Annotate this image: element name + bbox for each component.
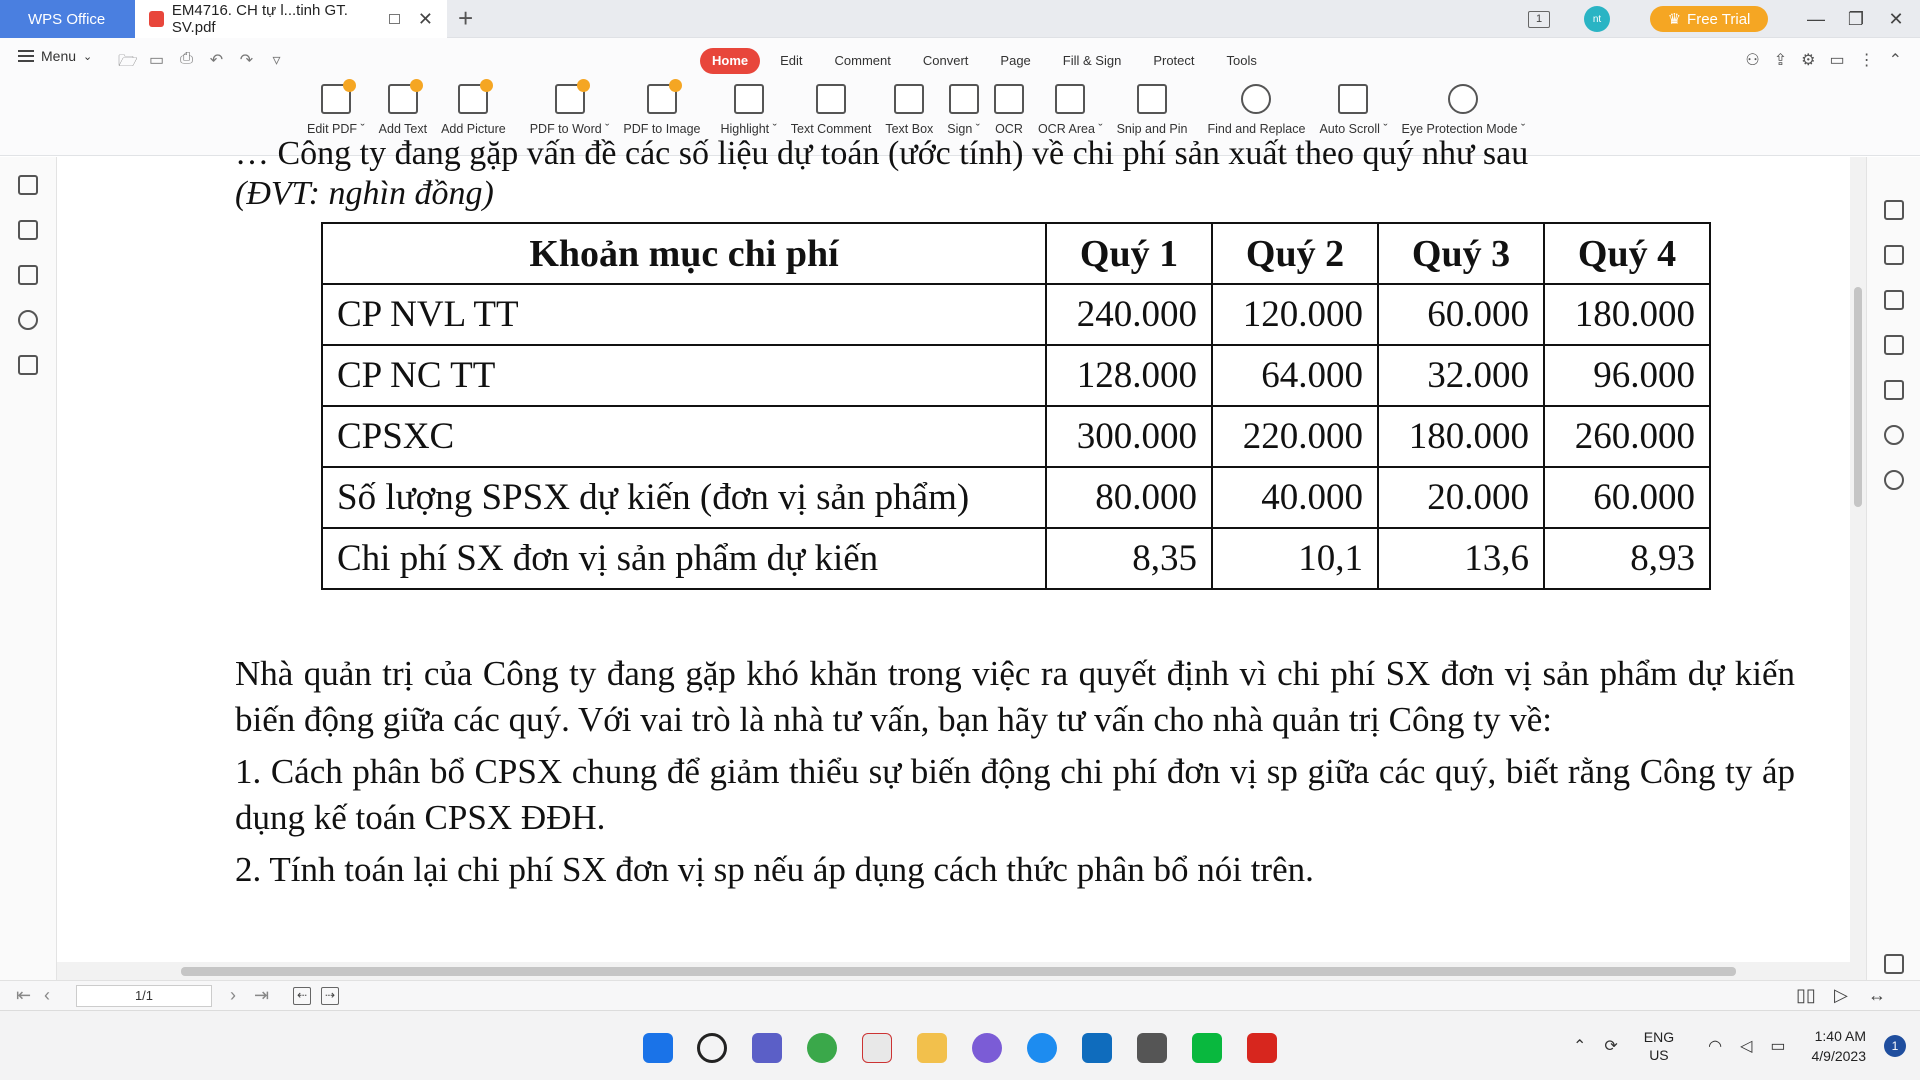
add-picture-icon: [458, 84, 488, 114]
wifi-icon[interactable]: ◠: [1708, 1038, 1723, 1055]
wps-office-tab-label: WPS Office: [28, 10, 106, 28]
tab-protect[interactable]: Protect: [1153, 53, 1195, 68]
highlight-button[interactable]: [720, 84, 776, 136]
pdf-to-word-button[interactable]: [530, 84, 610, 136]
menu-button[interactable]: [18, 48, 92, 64]
tab-tools[interactable]: Tools: [1226, 53, 1257, 68]
pdf-file-icon: [149, 11, 164, 27]
page-number-input[interactable]: 1/1: [76, 985, 212, 1007]
cell-value: 64.000: [1212, 345, 1378, 406]
notification-badge[interactable]: 1: [1884, 1035, 1906, 1057]
cell-value: 300.000: [1046, 406, 1212, 467]
text-comment-button[interactable]: [791, 84, 872, 136]
ocr-area-icon: [1055, 84, 1085, 114]
table-row: [322, 406, 1710, 467]
chat-icon[interactable]: ▭: [1829, 52, 1845, 69]
prev-page-icon[interactable]: ‹: [44, 985, 50, 1005]
horizontal-scrollbar[interactable]: [57, 962, 1850, 980]
cell-value: 220.000: [1212, 406, 1378, 467]
free-trial-button[interactable]: [1650, 6, 1768, 32]
open-folder-icon[interactable]: 🗁: [118, 53, 138, 70]
cell-value: 120.000: [1212, 284, 1378, 345]
undo-icon[interactable]: ↶: [209, 52, 224, 69]
text-box-icon: [894, 84, 924, 114]
clock-date: 4/9/2023: [1811, 1048, 1866, 1064]
menu-label: Menu: [41, 48, 77, 64]
intro-paragraph: Nhà quản trị của Công ty đang gặp khó khăn trong việc ra quyết định vì chi phí SX đơn vị sản phẩm dự kiến biến động giữa các quý. Với vai trò là nhà tư vấn, bạn hãy tư vấn cho nhà quản trị Công ty về:: [235, 654, 1795, 739]
keyboard-layout: US: [1649, 1047, 1669, 1063]
clock[interactable]: [1812, 1026, 1867, 1066]
snip-and-pin-label: Snip and Pin: [1116, 122, 1188, 136]
cell-value: 20.000: [1378, 467, 1544, 528]
user-avatar[interactable]: nt: [1584, 6, 1610, 32]
hamburger-icon: [18, 50, 34, 62]
settings-icon[interactable]: ⚙: [1801, 52, 1816, 69]
text-comment-label: Text Comment: [790, 122, 872, 136]
cell-value: 96.000: [1544, 345, 1710, 406]
minimize-icon[interactable]: —: [1807, 8, 1825, 29]
cell-value: 8,93: [1544, 528, 1710, 589]
forward-view-icon[interactable]: ⇢: [321, 987, 339, 1005]
cell-value: 260.000: [1544, 406, 1710, 467]
pdf-page: [57, 135, 1850, 962]
close-tab-icon[interactable]: ✕: [417, 8, 433, 29]
question-text: [235, 651, 1795, 899]
highlight-icon: [734, 84, 764, 114]
quick-access-toolbar: [118, 50, 285, 77]
edit-note-icon[interactable]: [1884, 200, 1904, 220]
wechat-icon[interactable]: [1192, 1033, 1222, 1063]
battery-icon[interactable]: ▭: [1770, 1038, 1786, 1055]
zalo-icon[interactable]: [1027, 1033, 1057, 1063]
print-icon[interactable]: ⎙: [180, 50, 193, 67]
search-icon: [1241, 84, 1271, 114]
sign-button[interactable]: [947, 84, 980, 136]
unit-note: (ĐVT: nghìn đồng): [235, 175, 494, 212]
ocr-label: OCR: [995, 122, 1023, 136]
auto-scroll-icon: [1338, 84, 1368, 114]
header-q1: Quý 1: [1046, 223, 1212, 284]
table-row: [322, 528, 1710, 589]
cell-value: 8,35: [1046, 528, 1212, 589]
export-icon[interactable]: ⇪: [1773, 52, 1788, 69]
question-item-1: 1. Cách phân bổ CPSX chung để giảm thiểu sự biến động chi phí đơn vị sp giữa các quý, biết rằng Công ty áp dụng kế toán CPSX ĐĐH.: [235, 752, 1795, 837]
pdf-to-word-icon: [555, 84, 585, 114]
table-header-row: [322, 223, 1710, 284]
text-box-button[interactable]: [885, 84, 933, 136]
wps-office-taskbar-icon[interactable]: [1247, 1033, 1277, 1063]
share-user-icon[interactable]: ⚇: [1745, 52, 1760, 69]
redo-icon[interactable]: ↷: [239, 52, 254, 69]
sign-pen-icon[interactable]: [1884, 290, 1904, 310]
tab-fill-sign[interactable]: Fill & Sign: [1062, 53, 1122, 68]
network-sync-icon[interactable]: ⟳: [1604, 1038, 1618, 1055]
window-count-badge[interactable]: 1: [1528, 11, 1550, 28]
cell-value: 240.000: [1046, 284, 1212, 345]
sign-icon: [949, 84, 979, 114]
auto-scroll-button[interactable]: [1319, 84, 1387, 136]
windows-start-icon[interactable]: [643, 1033, 673, 1063]
add-text-icon: [388, 84, 418, 114]
clock-time: 1:40 AM: [1814, 1028, 1866, 1044]
header-q2: Quý 2: [1212, 223, 1378, 284]
highlight-label: Highlight ˇ: [720, 122, 777, 136]
document-tab-label: EM4716. CH tự l...tinh GT. SV.pdf: [171, 2, 348, 36]
last-page-icon[interactable]: ⇥: [254, 985, 270, 1005]
vertical-scroll-thumb[interactable]: [1854, 287, 1862, 507]
windows-taskbar: [0, 1010, 1920, 1080]
attachment-icon[interactable]: [18, 310, 38, 330]
new-tab-button[interactable]: +: [458, 3, 474, 33]
sign-label: Sign ˇ: [947, 122, 980, 136]
save-icon[interactable]: ▭: [148, 52, 165, 69]
browser-icon[interactable]: [807, 1033, 837, 1063]
eye-icon: [1448, 84, 1478, 114]
ocr-icon: [994, 84, 1024, 114]
teams-icon[interactable]: [752, 1033, 782, 1063]
calendar-app-icon[interactable]: [862, 1033, 892, 1063]
menu-row: [0, 48, 1920, 74]
eye-protection-button[interactable]: [1402, 84, 1526, 136]
add-picture-button[interactable]: [441, 84, 506, 136]
table-row: [322, 467, 1710, 528]
grid-icon[interactable]: [1884, 954, 1904, 974]
ribbon-right-icons: [1745, 50, 1902, 70]
read-mode-icon[interactable]: ▯▯: [1796, 985, 1816, 1005]
chevron-up-icon[interactable]: ⌃: [1572, 1038, 1587, 1055]
text-box-label: Text Box: [885, 122, 934, 136]
tab-preview-icon[interactable]: [389, 14, 400, 24]
add-text-button[interactable]: [379, 84, 427, 136]
play-icon[interactable]: ▷: [1834, 985, 1848, 1005]
edit-pdf-icon: [321, 84, 351, 114]
eye-protection-label: Eye Protection Mode ˇ: [1401, 122, 1526, 136]
calculator-icon[interactable]: [1137, 1033, 1167, 1063]
zoom-search-icon[interactable]: [1884, 425, 1904, 445]
right-side-panel: [1866, 157, 1920, 980]
fit-width-icon[interactable]: ↔: [1868, 985, 1886, 1005]
chevron-down-icon: ⌄: [83, 50, 93, 63]
text-align-icon[interactable]: [1884, 335, 1904, 355]
search-icon[interactable]: [697, 1033, 727, 1063]
tab-edit[interactable]: Edit: [780, 53, 803, 68]
crown-icon: ♛: [1667, 11, 1682, 28]
language-indicator[interactable]: [1644, 1028, 1674, 1064]
cell-value: 80.000: [1046, 467, 1212, 528]
cost-table: [321, 222, 1711, 590]
edit-pdf-button[interactable]: [307, 84, 365, 136]
cell-value: 128.000: [1046, 345, 1212, 406]
cell-value: 32.000: [1378, 345, 1544, 406]
titlebar-right: [1528, 0, 1920, 38]
left-side-panel: [0, 157, 57, 980]
cell-value: 40.000: [1212, 467, 1378, 528]
collapse-ribbon-icon[interactable]: ⌃: [1888, 52, 1902, 69]
cell-value: 60.000: [1378, 284, 1544, 345]
question-item-2: 2. Tính toán lại chi phí SX đơn vị sp nếu áp dụng cách thức phân bổ nói trên.: [235, 850, 1314, 889]
help-icon[interactable]: [1884, 470, 1904, 490]
vertical-scrollbar[interactable]: [1850, 157, 1866, 980]
row-label: Chi phí SX đơn vị sản phẩm dự kiến: [322, 528, 1046, 589]
cell-value: 180.000: [1544, 284, 1710, 345]
document-tab[interactable]: [135, 0, 447, 38]
title-bar: [0, 0, 1920, 38]
pdf-to-image-button[interactable]: [623, 84, 700, 136]
customize-icon[interactable]: ▿: [272, 52, 281, 69]
page-layout-icon[interactable]: [1884, 380, 1904, 400]
cell-value: 60.000: [1544, 467, 1710, 528]
copilot-icon[interactable]: [972, 1033, 1002, 1063]
table-row: [322, 284, 1710, 345]
restore-icon[interactable]: ❐: [1847, 8, 1865, 29]
wps-office-tab[interactable]: [0, 0, 135, 38]
text-comment-icon: [816, 84, 846, 114]
file-explorer-icon[interactable]: [917, 1033, 947, 1063]
snip-and-pin-icon: [1137, 84, 1167, 114]
header-cost-item: Khoản mục chi phí: [322, 223, 1046, 284]
tab-home[interactable]: Home: [700, 48, 760, 74]
more-icon[interactable]: ⋮: [1858, 52, 1875, 69]
row-label: CP NC TT: [322, 345, 1046, 406]
properties-icon[interactable]: [1884, 245, 1904, 265]
add-picture-label: Add Picture: [441, 122, 506, 136]
cell-value: 180.000: [1378, 406, 1544, 467]
horizontal-scroll-thumb[interactable]: [181, 967, 1736, 976]
tab-page[interactable]: Page: [1000, 53, 1031, 68]
back-view-icon[interactable]: ⇠: [293, 987, 311, 1005]
snip-and-pin-button[interactable]: [1117, 84, 1188, 136]
row-label: Số lượng SPSX dự kiến (đơn vị sản phẩm): [322, 467, 1046, 528]
cut-off-line: … Công ty đang gặp vấn đề các số liệu dự toán (ước tính) về chi phí sản xuất theo quý như sau: [235, 135, 1529, 172]
menu-tabs: [700, 48, 1277, 74]
cell-value: 10,1: [1212, 528, 1378, 589]
system-tray: [1573, 1011, 1906, 1081]
find-and-replace-label: Find and Replace: [1207, 122, 1306, 136]
next-page-icon[interactable]: ›: [230, 985, 236, 1005]
header-q4: Quý 4: [1544, 223, 1710, 284]
edit-pdf-label: Edit PDF ˇ: [307, 122, 365, 136]
bookmark-icon[interactable]: [18, 175, 38, 195]
add-text-label: Add Text: [378, 122, 428, 136]
close-window-icon[interactable]: ✕: [1888, 8, 1904, 29]
table-row: [322, 345, 1710, 406]
ocr-button[interactable]: [994, 84, 1024, 136]
language-code: ENG: [1643, 1029, 1675, 1045]
comment-icon[interactable]: [18, 265, 38, 285]
pdf-to-image-icon: [647, 84, 677, 114]
pdf-to-image-label: PDF to Image: [623, 122, 701, 136]
auto-scroll-label: Auto Scroll ˇ: [1319, 122, 1388, 136]
volume-icon[interactable]: ◁: [1740, 1038, 1753, 1055]
find-and-replace-button[interactable]: [1207, 84, 1305, 136]
ocr-area-label: OCR Area ˇ: [1037, 122, 1103, 136]
tab-comment[interactable]: Comment: [834, 53, 891, 68]
status-bar: [0, 980, 1920, 1010]
cell-value: 13,6: [1378, 528, 1544, 589]
row-label: CP NVL TT: [322, 284, 1046, 345]
tab-convert[interactable]: Convert: [922, 53, 969, 68]
free-trial-label: Free Trial: [1687, 10, 1751, 28]
pdf-to-word-label: PDF to Word ˇ: [529, 122, 610, 136]
ocr-area-button[interactable]: [1038, 84, 1103, 136]
first-page-icon[interactable]: ⇤: [16, 985, 32, 1005]
signature-panel-icon[interactable]: [18, 355, 38, 375]
header-q3: Quý 3: [1378, 223, 1544, 284]
row-label: CPSXC: [322, 406, 1046, 467]
outlook-icon[interactable]: [1082, 1033, 1112, 1063]
thumbnail-icon[interactable]: [18, 220, 38, 240]
